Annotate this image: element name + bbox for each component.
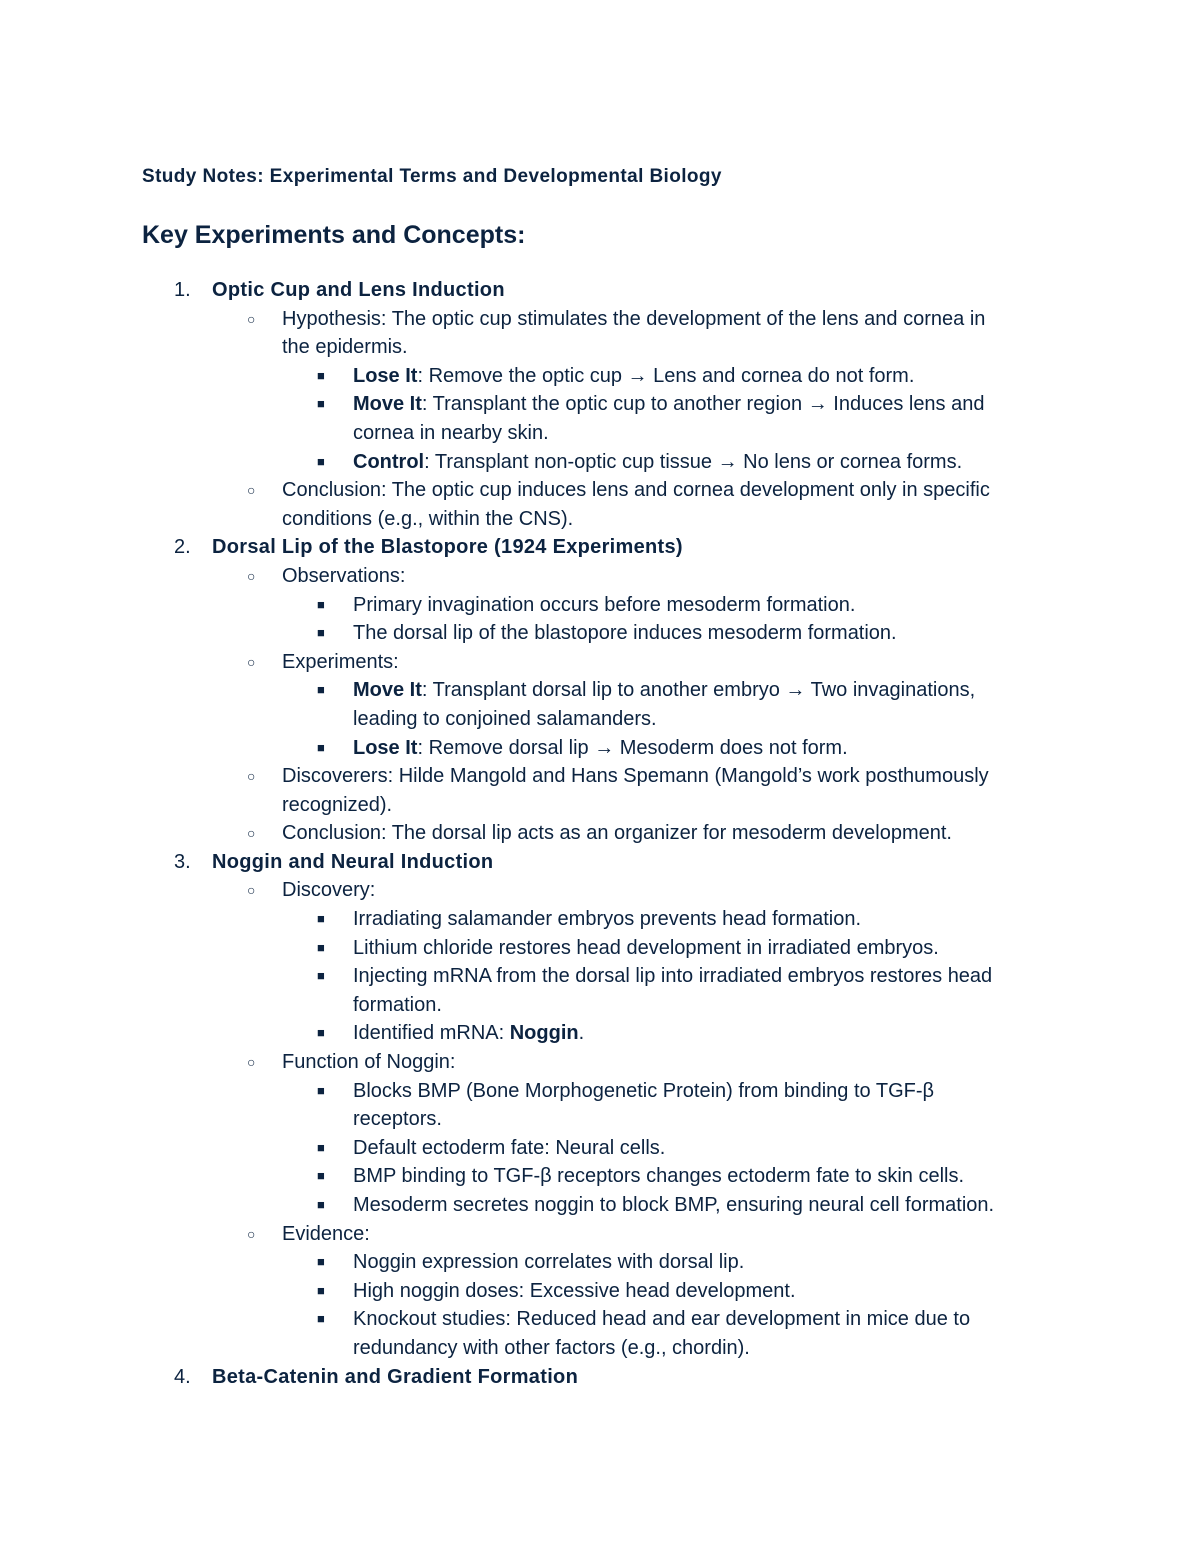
text-run: Mesoderm secretes noggin to block BMP, ensuring neural cell formation. [353,1194,995,1216]
square-bullet-icon: ■ [317,1168,325,1184]
bullet-item [0,1077,1200,1106]
bullet-item [0,676,1200,705]
line-text [212,533,683,562]
bullet-item-continuation [0,705,1200,734]
line-text [282,762,989,791]
line-text [353,705,657,734]
line-text [282,876,375,905]
square-bullet-icon: ■ [317,453,325,469]
line-text [282,562,405,591]
numbered-item [0,533,1200,562]
text-run: Default ectoderm fate: Neural cells. [353,1136,666,1159]
sub-item [0,762,1200,791]
bold-term: Control [353,450,425,473]
square-bullet-icon: ■ [317,396,325,412]
bold-term: Move It [353,679,422,702]
line-text [282,505,573,534]
hollow-circle-bullet-icon: ○ [247,768,256,785]
line-text [353,1248,744,1277]
bold-term: Noggin [509,1022,579,1045]
line-text [353,390,984,419]
bullet-item-continuation [0,1105,1200,1134]
text-run: recognized). [282,793,393,816]
text-run: The dorsal lip of the blastopore induces mesoderm formation. [353,622,897,645]
list-number: 2. [174,536,191,559]
square-bullet-icon: ■ [317,1025,325,1041]
bullet-item [0,962,1200,991]
text-run: Noggin and Neural Induction [212,850,494,873]
text-run: : Transplant dorsal lip to another embryo → Two invaginations, [421,679,976,702]
line-text [353,1134,665,1163]
text-run: leading to conjoined salamanders. [353,707,657,730]
line-text [282,476,990,505]
hollow-circle-bullet-icon: ○ [247,482,256,499]
bullet-item [0,619,1200,648]
square-bullet-icon: ■ [317,1197,325,1212]
text-run: . [578,1022,585,1045]
document-title: Study Notes: Experimental Terms and Developmental Biology [142,166,722,187]
hollow-circle-bullet-icon: ○ [247,653,256,670]
bullet-item [0,390,1200,419]
line-text [353,362,914,391]
bullet-item [0,591,1200,620]
bullet-item-continuation [0,991,1200,1020]
text-run: : Remove dorsal lip → Mesoderm does not form. [417,736,848,759]
line-text [353,1019,584,1048]
bullet-item-continuation [0,419,1200,448]
sub-item [0,648,1200,677]
square-bullet-icon: ■ [317,625,325,641]
square-bullet-icon: ■ [317,596,325,612]
text-run: cornea in nearby skin. [353,421,549,444]
square-bullet-icon: ■ [317,939,325,955]
text-run: formation. [353,993,442,1016]
line-text [212,1363,578,1392]
text-run: Hypothesis: The optic cup stimulates the development of the lens and cornea in [282,307,986,330]
bullet-item [0,905,1200,934]
line-text [353,1191,994,1220]
text-run: Discoverers: Hilde Mangold and Hans Spemann (Mangold’s work posthumously [282,765,989,788]
bullet-item [0,1191,1200,1220]
line-text [282,791,392,820]
text-run: Injecting mRNA from the dorsal lip into irradiated embryos restores head [353,965,993,988]
text-run: Conclusion: The dorsal lip acts as an organizer for mesoderm development. [282,822,952,845]
sub-item [0,562,1200,591]
line-text [353,1077,934,1106]
text-run: the epidermis. [282,336,408,359]
text-run: Primary invagination occurs before mesoderm formation. [353,593,856,616]
bullet-item [0,1134,1200,1163]
line-text [353,1105,442,1134]
text-run: Knockout studies: Reduced head and ear development in mice due to [353,1308,971,1331]
square-bullet-icon: ■ [317,1082,325,1098]
text-run: Optic Cup and Lens Induction [212,279,505,301]
text-run: : Transplant non-optic cup tissue → No lens or cornea forms. [424,450,963,473]
text-run: Function of Noggin: [282,1051,456,1074]
sub-item [0,476,1200,505]
hollow-circle-bullet-icon: ○ [247,1054,256,1071]
line-text [212,848,493,877]
sub-item-continuation [0,505,1200,534]
hollow-circle-bullet-icon: ○ [247,310,256,327]
text-run: Conclusion: The optic cup induces lens and cornea development only in specific [282,479,990,502]
line-text [212,276,505,305]
text-run: High noggin doses: Excessive head development. [353,1279,796,1302]
bullet-item-continuation [0,1334,1200,1363]
text-run: BMP binding to TGF-β receptors changes ectoderm fate to skin cells. [353,1165,965,1188]
bold-term: Lose It [353,364,418,387]
square-bullet-icon: ■ [317,1139,325,1155]
bullet-item [0,448,1200,477]
bullet-item [0,1305,1200,1334]
line-text [353,419,549,448]
square-bullet-icon: ■ [317,968,325,984]
text-run: : Transplant the optic cup to another region → Induces lens and [421,393,985,416]
line-text [353,448,962,477]
hollow-circle-bullet-icon: ○ [247,825,256,842]
text-run: redundancy with other factors (e.g., chordin). [353,1336,750,1359]
text-run: Beta-Catenin and Gradient Formation [212,1365,579,1388]
square-bullet-icon: ■ [317,1254,325,1270]
sub-item-continuation [0,791,1200,820]
sub-item [0,1048,1200,1077]
line-text [353,676,975,705]
square-bullet-icon: ■ [317,739,325,755]
hollow-circle-bullet-icon: ○ [247,1225,256,1242]
line-text [353,991,442,1020]
section-heading: Key Experiments and Concepts: [142,221,526,249]
line-text [353,1334,750,1363]
bold-term: Move It [353,393,422,416]
bullet-item [0,1162,1200,1191]
text-run: Blocks BMP (Bone Morphogenetic Protein) from binding to TGF-β [353,1079,935,1102]
sub-item [0,305,1200,334]
line-text [353,591,855,620]
bullet-item [0,1277,1200,1306]
numbered-item [0,848,1200,877]
sub-item [0,1220,1200,1249]
list-number: 3. [174,850,191,873]
text-run: Experiments: [282,650,399,673]
sub-item [0,819,1200,848]
line-text [353,905,861,934]
line-text [353,1277,796,1306]
line-text [353,934,939,963]
square-bullet-icon: ■ [317,911,325,927]
line-text [353,1305,970,1334]
text-run: Observations: [282,564,406,587]
line-text [353,962,992,991]
text-run: Irradiating salamander embryos prevents head formation. [353,908,862,931]
bullet-item [0,934,1200,963]
bullet-item [0,1248,1200,1277]
text-run: receptors. [353,1108,442,1131]
sub-item-continuation [0,333,1200,362]
line-text [353,734,848,763]
list-number: 1. [174,279,191,301]
square-bullet-icon: ■ [317,1282,325,1298]
text-run: Lithium chloride restores head development in irradiated embryos. [353,936,939,959]
line-text [282,1048,455,1077]
text-run: conditions (e.g., within the CNS). [282,507,574,530]
text-run: Noggin expression correlates with dorsal lip. [353,1251,745,1274]
line-text [353,619,897,648]
bullet-item [0,1019,1200,1048]
square-bullet-icon: ■ [317,367,325,383]
line-text [282,819,952,848]
text-run: Dorsal Lip of the Blastopore (1924 Experiments) [212,536,683,559]
square-bullet-icon: ■ [317,1311,325,1327]
notes-list [0,276,1200,1391]
text-run: : Remove the optic cup → Lens and cornea do not form. [417,364,915,387]
line-text [282,648,399,677]
text-run: Identified mRNA: [353,1022,510,1045]
sub-item [0,876,1200,905]
square-bullet-icon: ■ [317,682,325,698]
numbered-item [0,276,1200,305]
bold-term: Lose It [353,736,418,759]
bullet-item [0,362,1200,391]
list-number: 4. [174,1365,191,1388]
hollow-circle-bullet-icon: ○ [247,567,256,584]
line-text [282,1220,370,1249]
hollow-circle-bullet-icon: ○ [247,882,256,899]
bullet-item [0,734,1200,763]
line-text [282,305,985,334]
line-text [282,333,408,362]
text-run: Discovery: [282,879,376,902]
numbered-item [0,1363,1200,1392]
line-text [353,1162,964,1191]
text-run: Evidence: [282,1222,370,1245]
